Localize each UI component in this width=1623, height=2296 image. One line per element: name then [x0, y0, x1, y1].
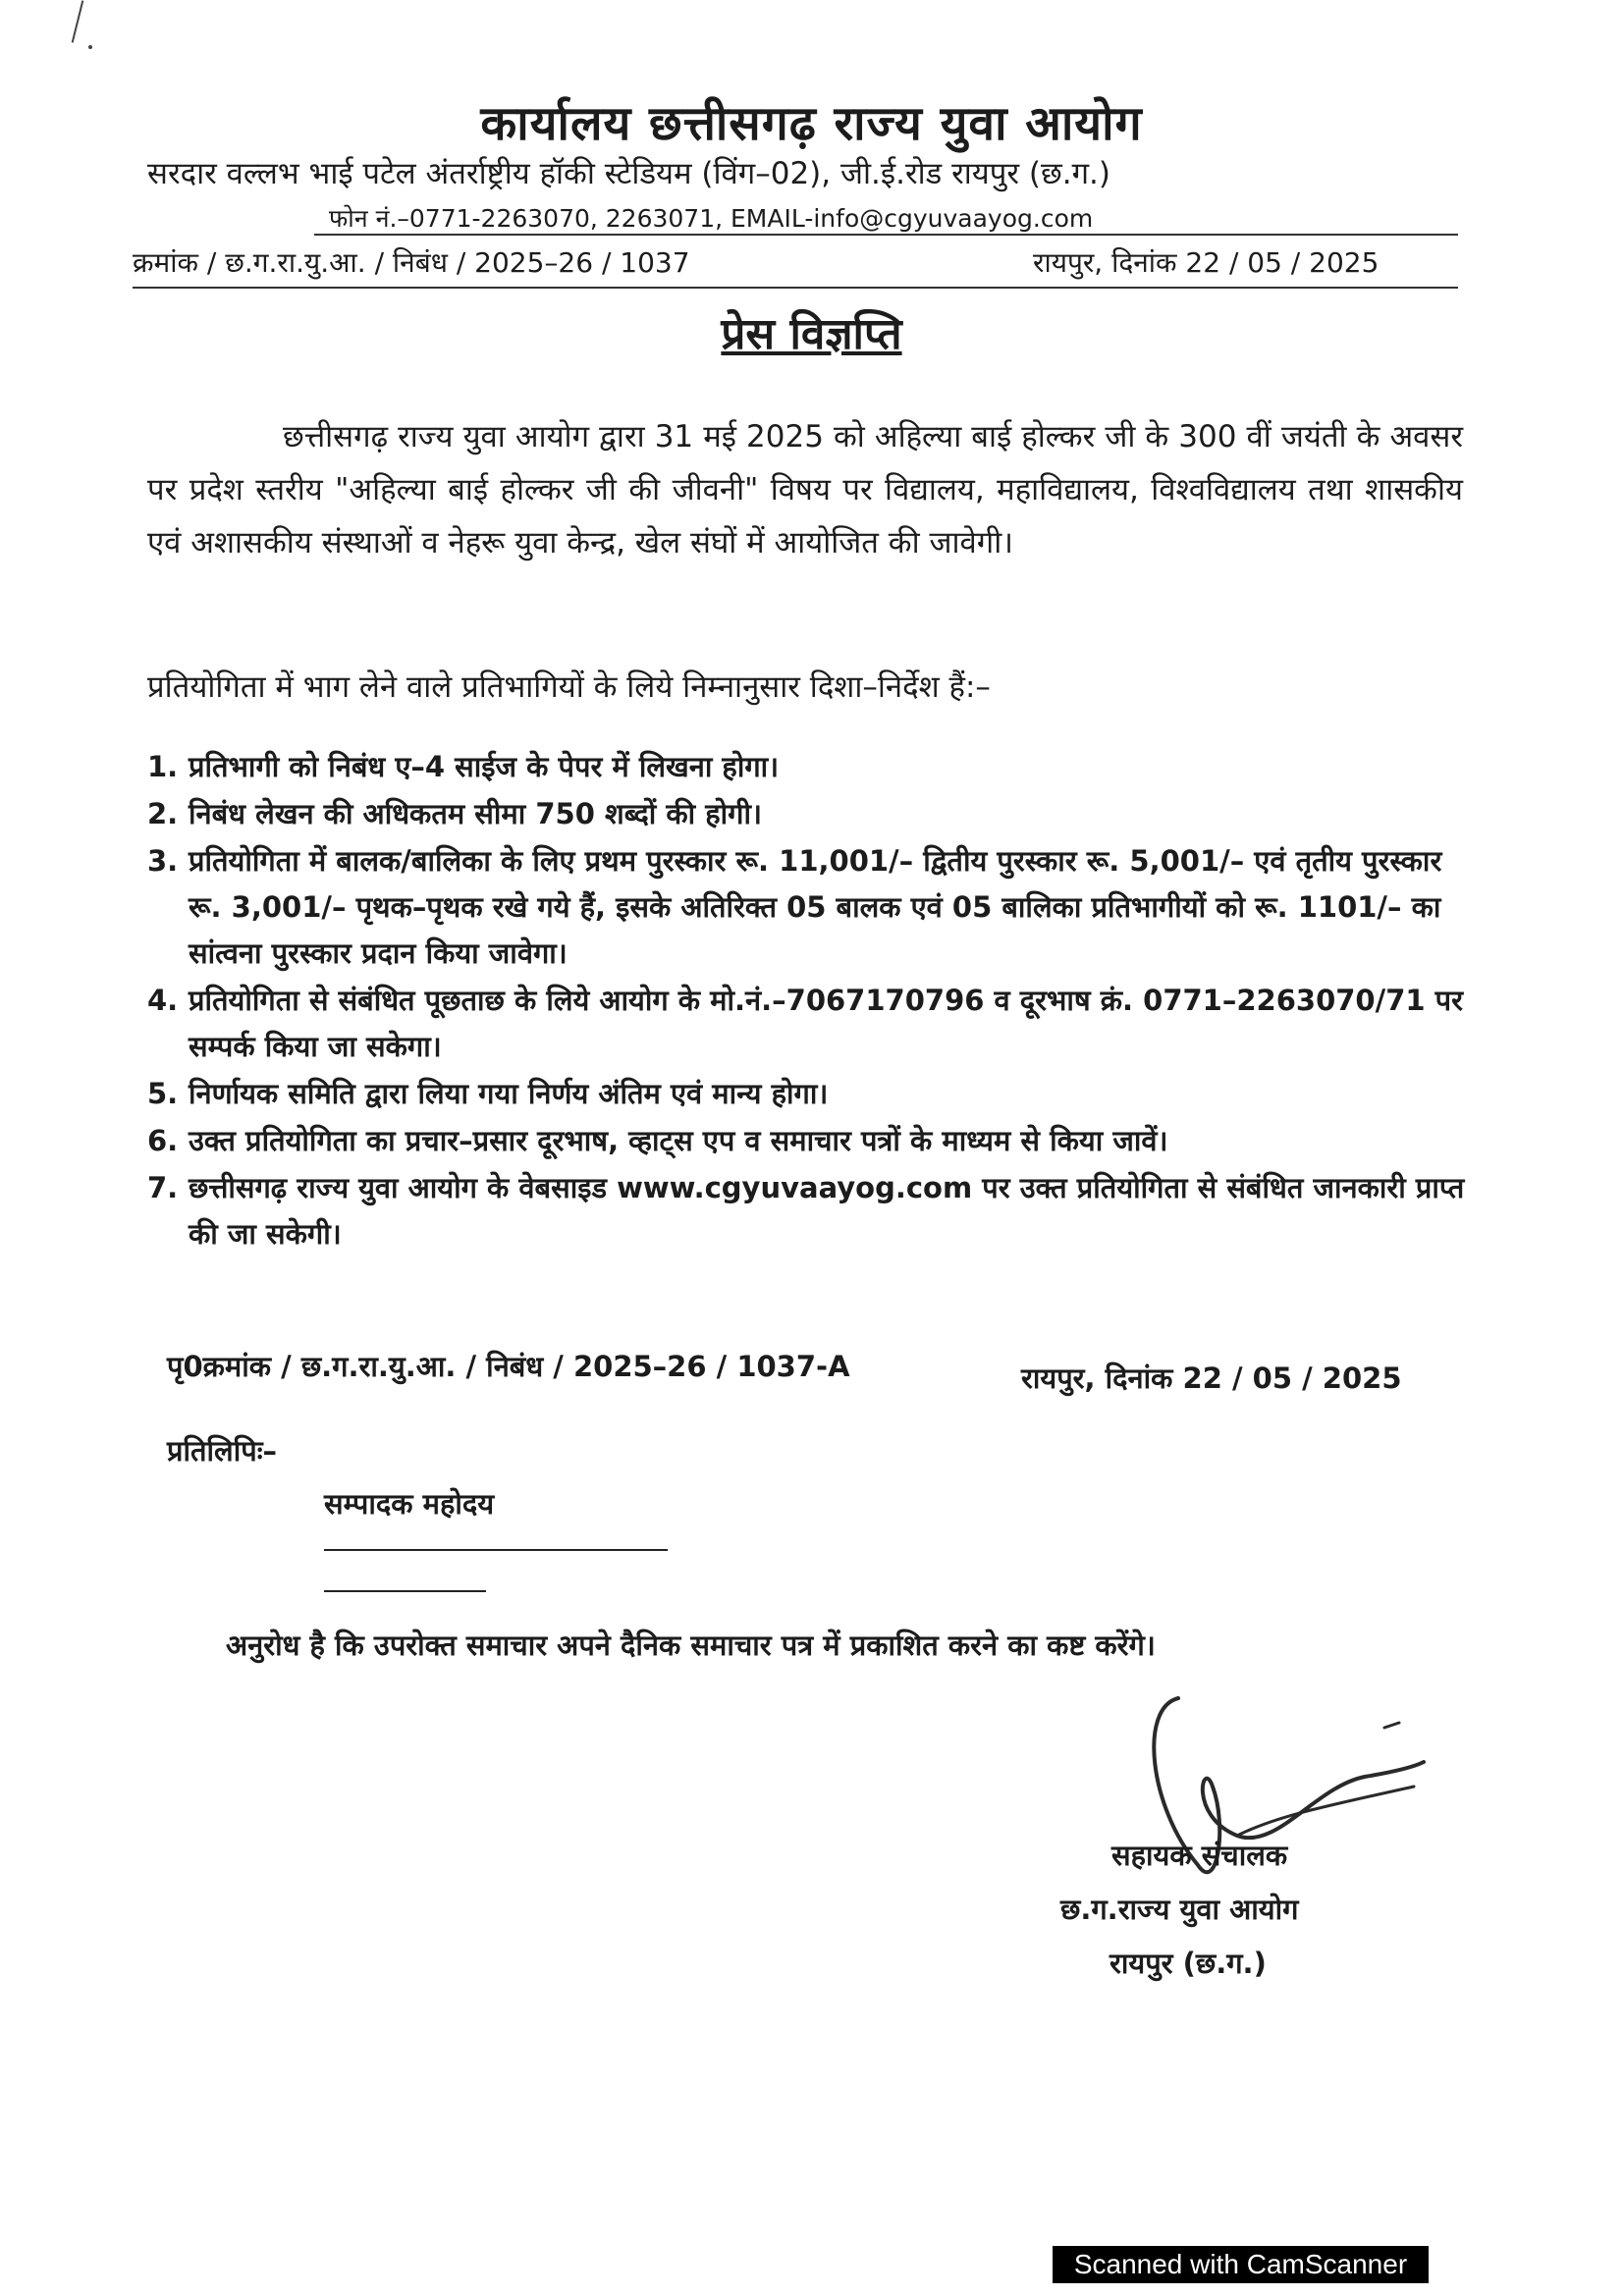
page-title: प्रेस विज्ञप्ति [721, 309, 902, 359]
copy-label: प्रतिलिपिः– [167, 1434, 278, 1468]
request-paragraph: अनुरोध है कि उपरोक्त समाचार अपने दैनिक समाचार पत्र में प्रकाशित करने का कष्ट करेंगे। [226, 1629, 1156, 1662]
list-item [147, 791, 1473, 837]
item-text: प्रतिभागी को निबंध ए–4 साईज के पेपर में लिखना होगा। [189, 750, 780, 783]
endorsement-number: पृ0क्रमांक / छ.ग.रा.यु.आ. / निबंध / 2025–26 / 1037-A [167, 1350, 850, 1383]
item-number: 4. [147, 984, 179, 1017]
item-number: 3. [147, 844, 179, 878]
item-number: 5. [147, 1077, 179, 1110]
scanner-watermark: Scanned with CamScanner [1053, 2246, 1429, 2283]
item-text: प्रतियोगिता में बालक/बालिका के लिए प्रथम पुरस्कार रू. 11,001/– द्वितीय पुरस्कार रू. 5,001/– एवं तृतीय पुरस्कार रू. 3,001/– पृथक–पृथक रखे गये हैं, इसके अतिरिक्त 05 बालक एवं 05 बालिका प्रतिभागीयों को रू. 1101/– का सांत्वना पुरस्कार प्रदान किया जावेगा। [189, 844, 1442, 970]
office-address: सरदार वल्लभ भाई पटेल अंतर्राष्ट्रीय हॉकी स्टेडियम (विंग–02), जी.ई.रोड रायपुर (छ.ग.) [147, 156, 1110, 191]
signatory-organization: छ.ग.राज्य युवा आयोग [1060, 1893, 1299, 1926]
scan-dot [88, 45, 92, 49]
item-text: प्रतियोगिता से संबंधित पूछताछ के लिये आयोग के मो.नं.–7067170796 व दूरभाष क्रं. 0771–2263070/71 पर सम्पर्क किया जा सकेगा। [189, 984, 1463, 1063]
reference-date: रायपुर, दिनांक 22 / 05 / 2025 [1033, 246, 1380, 279]
signatory-title: सहायक संचालक [1111, 1839, 1288, 1872]
list-item [147, 1118, 1473, 1164]
contact-line: फोन नं.–0771-2263070, 2263071, EMAIL-info@cgyuvaayog.com [329, 204, 1094, 233]
header-rule [314, 234, 1458, 236]
guidelines-intro: प्रतियोगिता में भाग लेने वाले प्रतिभागियों के लिये निम्नानुसार दिशा–निर्देश हैं:– [147, 669, 991, 705]
item-text: निबंध लेखन की अधिकतम सीमा 750 शब्दों की होगी। [189, 797, 762, 830]
item-text: निर्णायक समिति द्वारा लिया गया निर्णय अंतिम एवं मान्य होगा। [189, 1077, 829, 1110]
item-number: 7. [147, 1171, 179, 1204]
list-item [147, 978, 1473, 1070]
item-number: 2. [147, 797, 179, 830]
endorsement-date: रायपुर, दिनांक 22 / 05 / 2025 [1021, 1362, 1402, 1395]
scan-mark [72, 0, 84, 42]
list-item [147, 1165, 1473, 1257]
item-number: 1. [147, 750, 179, 783]
item-number: 6. [147, 1124, 179, 1157]
item-text: छत्तीसगढ़ राज्य युवा आयोग के वेबसाइड www.cgyuvaayog.com पर उक्त प्रतियोगिता से संबंधित जानकारी प्राप्त की जा सकेगी। [189, 1171, 1465, 1251]
list-item [147, 838, 1473, 977]
office-title: कार्यालय छत्तीसगढ़ राज्य युवा आयोग [480, 96, 1143, 151]
list-item [147, 744, 1473, 790]
item-text: उक्त प्रतियोगिता का प्रचार–प्रसार दूरभाष, व्हाट्स एप व समाचार पत्रों के माध्यम से किया जावें। [189, 1124, 1168, 1157]
blank-line [324, 1549, 668, 1551]
intro-paragraph: छत्तीसगढ़ राज्य युवा आयोग द्वारा 31 मई 2025 को अहिल्या बाई होल्कर जी के 300 वीं जयंती के अवसर पर प्रदेश स्तरीय "अहिल्या बाई होल्कर जी की जीवनी" विषय पर विद्यालय, महाविद्यालय, विश्वविद्यालय तथा शासकीय एवं अशासकीय संस्थाओं व नेहरू युवा केन्द्र, खेल संघों में आयोजित की जावेगी। [147, 419, 1463, 561]
reference-number: क्रमांक / छ.ग.रा.यु.आ. / निबंध / 2025–26 / 1037 [133, 246, 690, 279]
signatory-place: रायपुर (छ.ग.) [1109, 1947, 1267, 1980]
instruction-list [147, 744, 1473, 1258]
header-rule-lower [133, 287, 1458, 289]
copy-recipient: सम्पादक महोदय [324, 1487, 495, 1521]
blank-line-short [324, 1590, 486, 1592]
list-item [147, 1071, 1473, 1117]
